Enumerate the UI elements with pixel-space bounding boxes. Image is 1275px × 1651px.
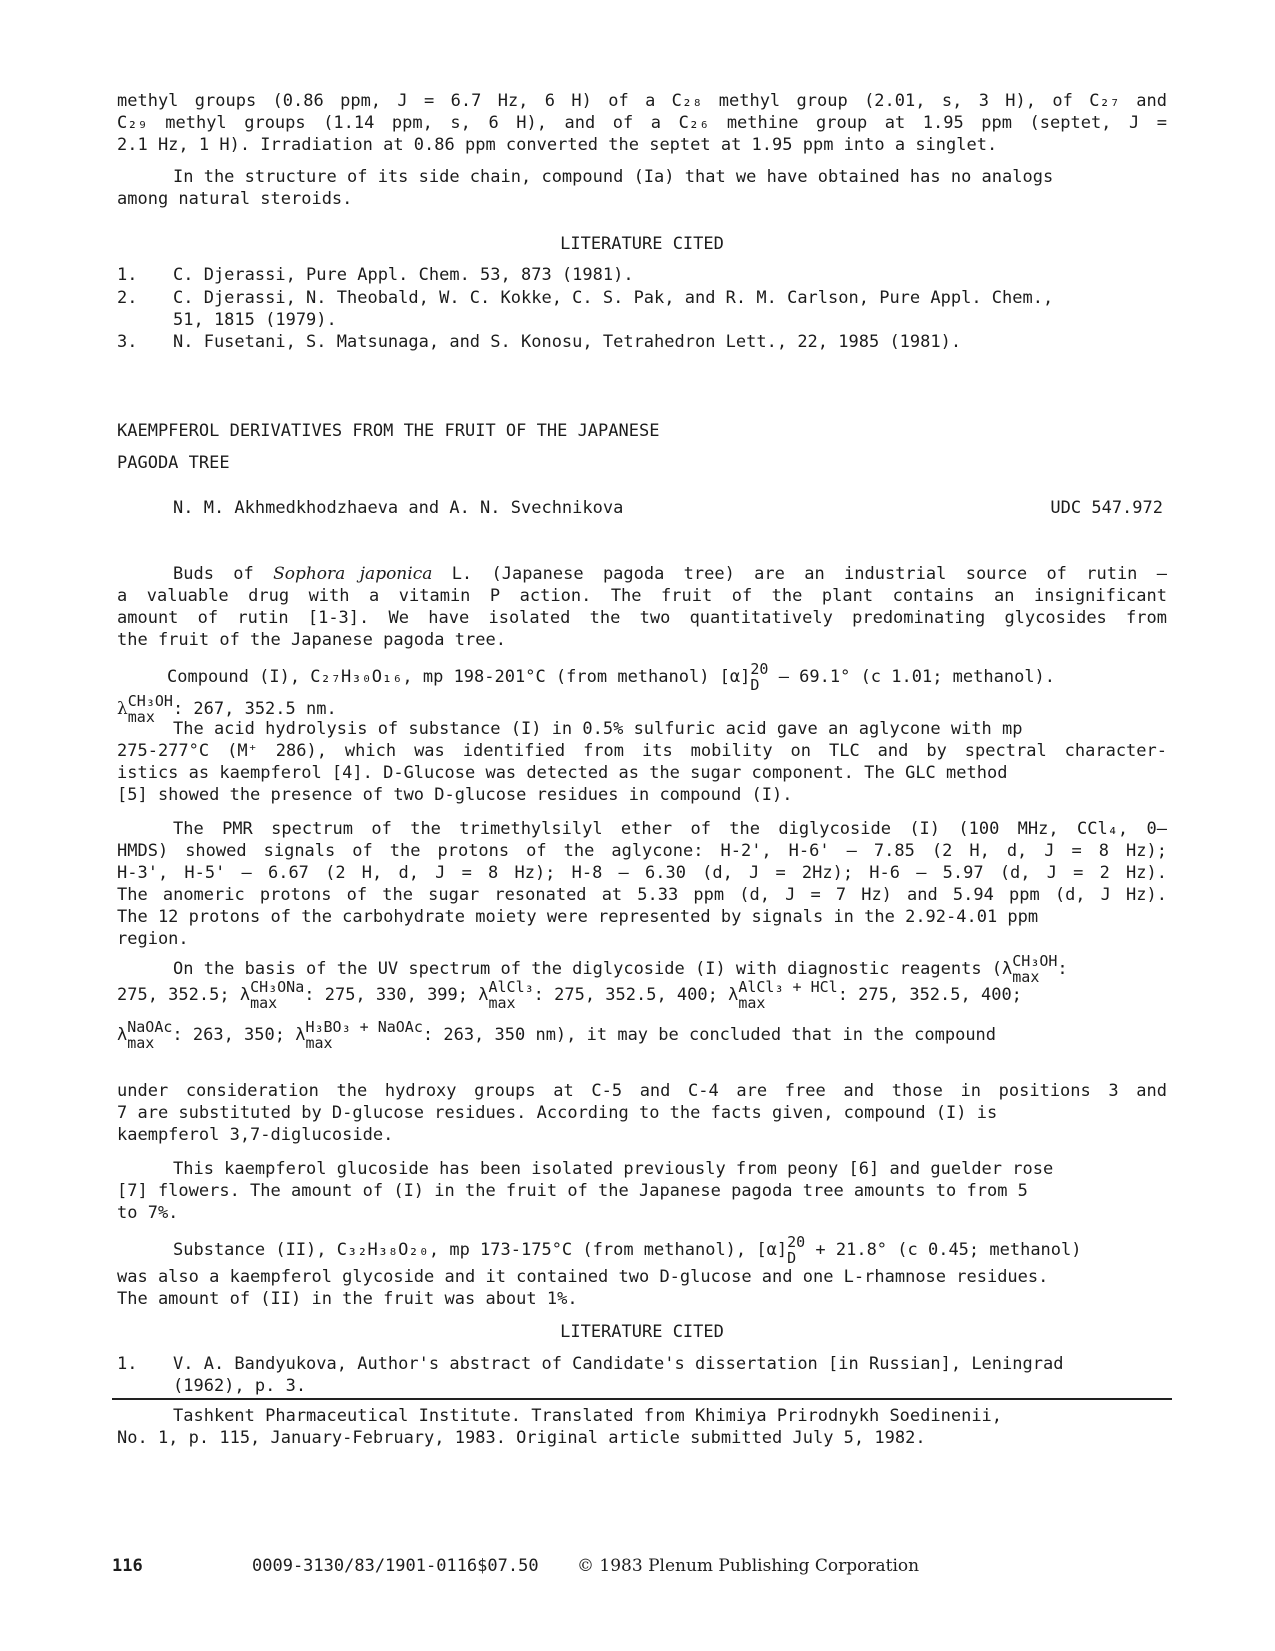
text-line: [5] showed the presence of two D-glucose residues in compound (I). [117,785,793,805]
text-line: The anomeric protons of the sugar resonated at 5.33 ppm (d, J = 7 Hz) and 5.94 ppm (d, J Hz). [117,885,1167,905]
footnote-divider [112,1398,1172,1400]
text-span: : 275, 352.5, 400; λ [533,985,739,1005]
text-line: a valuable drug with a vitamin P action. The fruit of the plant contains an insignificant [117,586,1167,606]
compound-1-paragraph [117,661,1167,725]
udc-code: UDC 547.972 [1050,498,1163,518]
text-span: L. (Japanese pagoda tree) are an industrial source of rutin — [432,564,1167,584]
text-line: Tashkent Pharmaceutical Institute. Translated from Khimiya Prirodnykh Soedinenii, [173,1406,1003,1426]
hydrolysis-paragraph [117,718,1167,806]
text-span: Buds of [173,564,274,584]
text-line: C₂₉ methyl groups (1.14 ppm, s, 6 H), and of a C₂₆ methine group at 1.95 ppm (septet, J = [117,113,1167,133]
reference-item [117,1353,1167,1397]
text-span: On the basis of the UV spectrum of the diglycoside (I) with diagnostic reagents (λ [173,959,1013,979]
text-line: [7] flowers. The amount of (I) in the fruit of the Japanese pagoda tree amounts to from 5 [117,1181,1028,1201]
reference-text: C. Djerassi, N. Theobald, W. C. Kokke, C. S. Pak, and R. M. Carlson, Pure Appl. Chem., [173,288,1054,308]
superscript: NaOAc [127,1018,173,1036]
authors: N. M. Akhmedkhodzhaeva and A. N. Svechnikova [173,498,624,518]
text-line: HMDS) showed signals of the protons of the aglycone: H-2', H-6' — 7.85 (2 H, d, J = 8 Hz); [117,841,1167,861]
species-name: Sophora japonica [273,564,433,584]
reference-number: 3. [117,332,138,352]
text-line [117,952,1167,986]
text-line: among natural steroids. [117,189,353,209]
superscript: CH₃OH [127,692,173,710]
text-span: : 275, 330, 399; λ [304,985,489,1005]
text-line [117,1234,1167,1266]
subscript: max [127,708,155,726]
text-line: istics as kaempferol [4]. D-Glucose was detected as the sugar component. The GLC method [117,763,1008,783]
reference-number: 1. [117,265,138,285]
pmr-paragraph [117,818,1167,950]
superscript: 20 [787,1233,806,1251]
text-line: was also a kaempferol glycoside and it contained two D-glucose and one L-rhamnose residues. [117,1267,1049,1287]
reference-text: 51, 1815 (1979). [173,310,337,330]
text-span: 275, 352.5; λ [117,985,251,1005]
superscript: AlCl₃ + HCl [738,978,838,996]
literature-heading: LITERATURE CITED [560,1322,724,1342]
reference-text: V. A. Bandyukova, Author's abstract of Candidate's dissertation [in Russian], Leningrad [173,1354,1064,1374]
uv-conclusion [117,1080,1167,1146]
intro-paragraph [117,563,1167,651]
reference-item [117,287,1167,331]
copyright: © 1983 Plenum Publishing Corporation [577,1556,920,1576]
text-line: The PMR spectrum of the trimethylsilyl ether of the diglycoside (I) (100 MHz, CCl₄, 0— [173,819,1167,839]
text-span: + 21.8° (c 0.45; methanol) [805,1240,1082,1260]
alpha-indices [750,661,768,693]
text-line: This kaempferol glucoside has been isolated previously from peony [6] and guelder rose [173,1159,1054,1179]
text-line: region. [117,929,189,949]
side-chain-paragraph [117,166,1167,210]
literature-heading: LITERATURE CITED [560,234,724,254]
text-line: The 12 protons of the carbohydrate moiety were represented by signals in the 2.92-4.01 ppm [117,907,1039,927]
text-line: to 7%. [117,1203,179,1223]
text-line: amount of rutin [1-3]. We have isolated the two quantitatively predominating glycosides from [117,608,1167,628]
text-span: λ [117,1025,128,1045]
text-span: : 263, 350 nm), it may be concluded that in the compound [422,1025,997,1045]
text-line [117,1019,1167,1063]
article-title-line2: PAGODA TREE [117,453,230,473]
reference-text: N. Fusetani, S. Matsunaga, and S. Konosu, Tetrahedron Lett., 22, 1985 (1981). [173,332,962,352]
affiliation-note [117,1405,1167,1449]
lambda-indices [738,979,837,1011]
subscript: max [488,994,516,1012]
lambda-indices [488,979,533,1011]
text-span: : 263, 350; λ [172,1025,306,1045]
text-line: methyl groups (0.86 ppm, J = 6.7 Hz, 6 H) of a C₂₈ methyl group (2.01, s, 3 H), of C₂₇ and [117,91,1167,111]
superscript: H₃BO₃ + NaOAc [305,1018,423,1036]
text-line: 2.1 Hz, 1 H). Irradiation at 0.86 ppm converted the septet at 1.95 ppm into a singlet. [117,135,998,155]
superscript: AlCl₃ [488,978,534,996]
subscript: max [738,994,766,1012]
lambda-indices [250,979,304,1011]
superscript: CH₃OH [1012,952,1058,970]
lambda-symbol: λ [117,699,128,719]
text-line: under consideration the hydroxy groups at C-5 and C-4 are free and those in positions 3 and [117,1081,1167,1101]
reference-text: C. Djerassi, Pure Appl. Chem. 53, 873 (1981). [173,265,634,285]
uv-paragraph [117,953,1167,1063]
lambda-indices [127,1019,172,1051]
reference-number: 2. [117,288,138,308]
subscript: max [1012,968,1040,986]
article-title: KAEMPFEROL DERIVATIVES FROM THE FRUIT OF THE JAPANESE [117,421,660,441]
text-line: 7 are substituted by D-glucose residues. According to the facts given, compound (I) is [117,1103,998,1123]
continuation-paragraph [117,90,1167,156]
text-line [117,563,1167,585]
superscript: 20 [750,660,769,678]
alpha-indices [787,1234,805,1266]
text-line: No. 1, p. 115, January-February, 1983. Original article submitted July 5, 1982. [117,1428,926,1448]
text-span: : 267, 352.5 nm. [172,699,337,719]
reference-number: 1. [117,1354,138,1374]
substance-2-paragraph [117,1234,1167,1310]
text-line: The amount of (II) in the fruit was about 1%. [117,1289,578,1309]
peony-paragraph [117,1158,1167,1224]
text-line [117,661,1167,693]
article-code: 0009-3130/83/1901-0116$07.50 [252,1556,539,1576]
lambda-indices [305,1019,422,1051]
text-line: In the structure of its side chain, compound (Ia) that we have obtained has no analogs [173,167,1054,187]
text-line: 275-277°C (M⁺ 286), which was identified from its mobility on TLC and by spectral character- [117,741,1167,761]
reference-text: (1962), p. 3. [173,1376,307,1396]
text-line: The acid hydrolysis of substance (I) in 0.5% sulfuric acid gave an aglycone with mp [173,719,1023,739]
text-span: — 69.1° (c 1.01; methanol). [768,667,1056,687]
text-line [117,979,1167,1013]
subscript: D [787,1249,797,1267]
subscript: max [305,1034,333,1052]
superscript: CH₃ONa [250,978,305,996]
subscript: D [750,676,760,694]
text-line: H-3', H-5' — 6.67 (2 H, d, J = 8 Hz); H-8 — 6.30 (d, J = 2Hz); H-6 — 5.97 (d, J = 2 Hz). [117,863,1167,883]
subscript: max [127,1034,155,1052]
text-line: kaempferol 3,7-diglucoside. [117,1125,394,1145]
text-span: : [1057,959,1068,979]
text-span: Compound (I), C₂₇H₃₀O₁₆, mp 198-201°C (from methanol) [α] [167,667,751,687]
reference-item [117,264,1167,286]
text-line: the fruit of the Japanese pagoda tree. [117,630,506,650]
subscript: max [250,994,278,1012]
text-span: Substance (II), C₃₂H₃₈O₂₀, mp 173-175°C (from methanol), [α] [173,1240,788,1260]
page-footer [112,1555,920,1577]
text-span: : 275, 352.5, 400; [837,985,1022,1005]
reference-item [117,331,1167,353]
page-number: 116 [112,1556,143,1576]
